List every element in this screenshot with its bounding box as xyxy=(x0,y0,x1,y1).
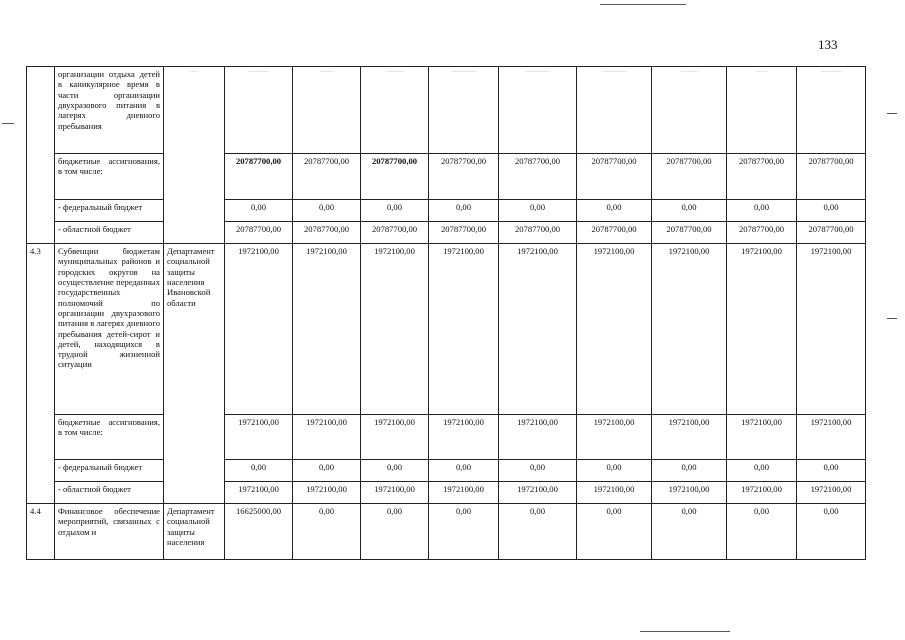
table-row xyxy=(27,482,866,504)
scan-artifact-right xyxy=(887,113,897,114)
row-description: бюджетные ассигнования, в том числе: xyxy=(55,415,164,460)
value-cell: 20787700,00 xyxy=(361,222,429,244)
table-row xyxy=(27,504,866,560)
value-cell: 1972100,00 xyxy=(293,244,361,415)
table-row xyxy=(27,154,866,200)
value-cell: 1972100,00 xyxy=(727,244,797,415)
value-cell: 0,00 xyxy=(499,460,577,482)
row-description: - федеральный бюджет xyxy=(55,200,164,222)
row-number-cell xyxy=(27,67,55,244)
row-description: бюджетные ассигнования, в том числе: xyxy=(55,154,164,200)
value-cell: 0,00 xyxy=(727,460,797,482)
value-cell: 20787700,00 xyxy=(429,154,499,200)
value-cell: 1972100,00 xyxy=(225,482,293,504)
value-cell: 20787700,00 xyxy=(797,154,866,200)
department-cell: – – xyxy=(164,67,225,244)
table-row xyxy=(27,222,866,244)
value-cell: 1972100,00 xyxy=(797,415,866,460)
value-cell: 20787700,00 xyxy=(293,154,361,200)
value-cell: 1972100,00 xyxy=(797,482,866,504)
scan-artifact-right-2 xyxy=(887,318,897,319)
value-cell: 1972100,00 xyxy=(293,415,361,460)
value-cell: 1972100,00 xyxy=(652,482,727,504)
value-cell: – – – – – xyxy=(361,67,429,154)
value-cell: 1972100,00 xyxy=(727,482,797,504)
table-row xyxy=(27,67,866,154)
value-cell: 0,00 xyxy=(797,200,866,222)
value-cell: 20787700,00 xyxy=(361,154,429,200)
value-cell: 0,00 xyxy=(361,504,429,560)
value-cell: 0,00 xyxy=(293,460,361,482)
value-cell: 20787700,00 xyxy=(577,154,652,200)
value-cell: – – – – xyxy=(293,67,361,154)
value-cell: 1972100,00 xyxy=(429,415,499,460)
row-description: - областной бюджет xyxy=(55,482,164,504)
table-row xyxy=(27,460,866,482)
value-cell: 20787700,00 xyxy=(225,154,293,200)
value-cell: 0,00 xyxy=(499,504,577,560)
value-cell: 20787700,00 xyxy=(652,154,727,200)
budget-table xyxy=(26,66,866,560)
value-cell: 0,00 xyxy=(499,200,577,222)
value-cell: – – – – – – xyxy=(225,67,293,154)
value-cell: 20787700,00 xyxy=(293,222,361,244)
table-row xyxy=(27,415,866,460)
value-cell: 0,00 xyxy=(429,504,499,560)
value-cell: – – – – – xyxy=(652,67,727,154)
row-number: 4.4 xyxy=(27,504,55,560)
value-cell: 1972100,00 xyxy=(225,415,293,460)
row-description: Финансовое обеспечение мероприятий, связанных с отдыхом и xyxy=(55,504,164,560)
value-cell: – – – – – – – xyxy=(577,67,652,154)
row-description: - областной бюджет xyxy=(55,222,164,244)
value-cell: 1972100,00 xyxy=(429,244,499,415)
value-cell: – – – – – – xyxy=(797,67,866,154)
table-row xyxy=(27,244,866,415)
value-cell: 1972100,00 xyxy=(225,244,293,415)
value-cell: 20787700,00 xyxy=(727,154,797,200)
row-description: организации отдыха детей в каникулярное время в части организации двухразового питания в лагерях дневного пребывания xyxy=(55,67,164,154)
value-cell: 20787700,00 xyxy=(797,222,866,244)
value-cell: 20787700,00 xyxy=(727,222,797,244)
department-cell: Департамент социальной защиты населения Ивановской области xyxy=(164,244,225,504)
value-cell: 0,00 xyxy=(727,200,797,222)
department-cell: Департамент социальной защиты населения xyxy=(164,504,225,560)
value-cell: 1972100,00 xyxy=(577,244,652,415)
page-number: 133 xyxy=(818,37,838,52)
value-cell: 1972100,00 xyxy=(499,415,577,460)
value-cell: 0,00 xyxy=(727,504,797,560)
value-cell: 0,00 xyxy=(797,504,866,560)
value-cell: 1972100,00 xyxy=(293,482,361,504)
value-cell: 0,00 xyxy=(361,200,429,222)
value-cell: 20787700,00 xyxy=(499,154,577,200)
value-cell: 20787700,00 xyxy=(652,222,727,244)
value-cell: 0,00 xyxy=(361,460,429,482)
table-row xyxy=(27,200,866,222)
value-cell: 0,00 xyxy=(652,504,727,560)
value-cell: 0,00 xyxy=(429,460,499,482)
value-cell: 16625000,00 xyxy=(225,504,293,560)
value-cell: – – – xyxy=(727,67,797,154)
value-cell: – – – – – – – xyxy=(429,67,499,154)
value-cell: 0,00 xyxy=(577,200,652,222)
scan-artifact-top xyxy=(600,4,686,5)
value-cell: 1972100,00 xyxy=(652,415,727,460)
value-cell: 0,00 xyxy=(652,200,727,222)
value-cell: 0,00 xyxy=(652,460,727,482)
value-cell: 20787700,00 xyxy=(499,222,577,244)
value-cell: 20787700,00 xyxy=(577,222,652,244)
value-cell: 1972100,00 xyxy=(361,415,429,460)
value-cell: 20787700,00 xyxy=(429,222,499,244)
value-cell: 1972100,00 xyxy=(577,415,652,460)
row-description: Субвенции бюджетам муниципальных районов и городских округов на осуществление переданных государственных полномочий по организации двухразового питания в лагерях дневного пребывания детей-сирот и детей, находящихся в трудной жизненной ситуации xyxy=(55,244,164,415)
value-cell: 0,00 xyxy=(797,460,866,482)
value-cell: 0,00 xyxy=(293,504,361,560)
value-cell: 1972100,00 xyxy=(652,244,727,415)
value-cell: – – – – – – – xyxy=(499,67,577,154)
value-cell: 1972100,00 xyxy=(361,244,429,415)
scan-artifact-left xyxy=(2,123,14,124)
value-cell: 0,00 xyxy=(225,460,293,482)
scan-artifact-bottom xyxy=(640,631,730,632)
row-number: 4.3 xyxy=(27,244,55,504)
value-cell: 0,00 xyxy=(429,200,499,222)
value-cell: 0,00 xyxy=(577,460,652,482)
value-cell: 1972100,00 xyxy=(797,244,866,415)
value-cell: 1972100,00 xyxy=(499,244,577,415)
value-cell: 1972100,00 xyxy=(499,482,577,504)
value-cell: 1972100,00 xyxy=(577,482,652,504)
value-cell: 1972100,00 xyxy=(361,482,429,504)
value-cell: 1972100,00 xyxy=(429,482,499,504)
value-cell: 20787700,00 xyxy=(225,222,293,244)
value-cell: 0,00 xyxy=(225,200,293,222)
value-cell: 0,00 xyxy=(577,504,652,560)
row-description: - федеральный бюджет xyxy=(55,460,164,482)
value-cell: 1972100,00 xyxy=(727,415,797,460)
value-cell: 0,00 xyxy=(293,200,361,222)
